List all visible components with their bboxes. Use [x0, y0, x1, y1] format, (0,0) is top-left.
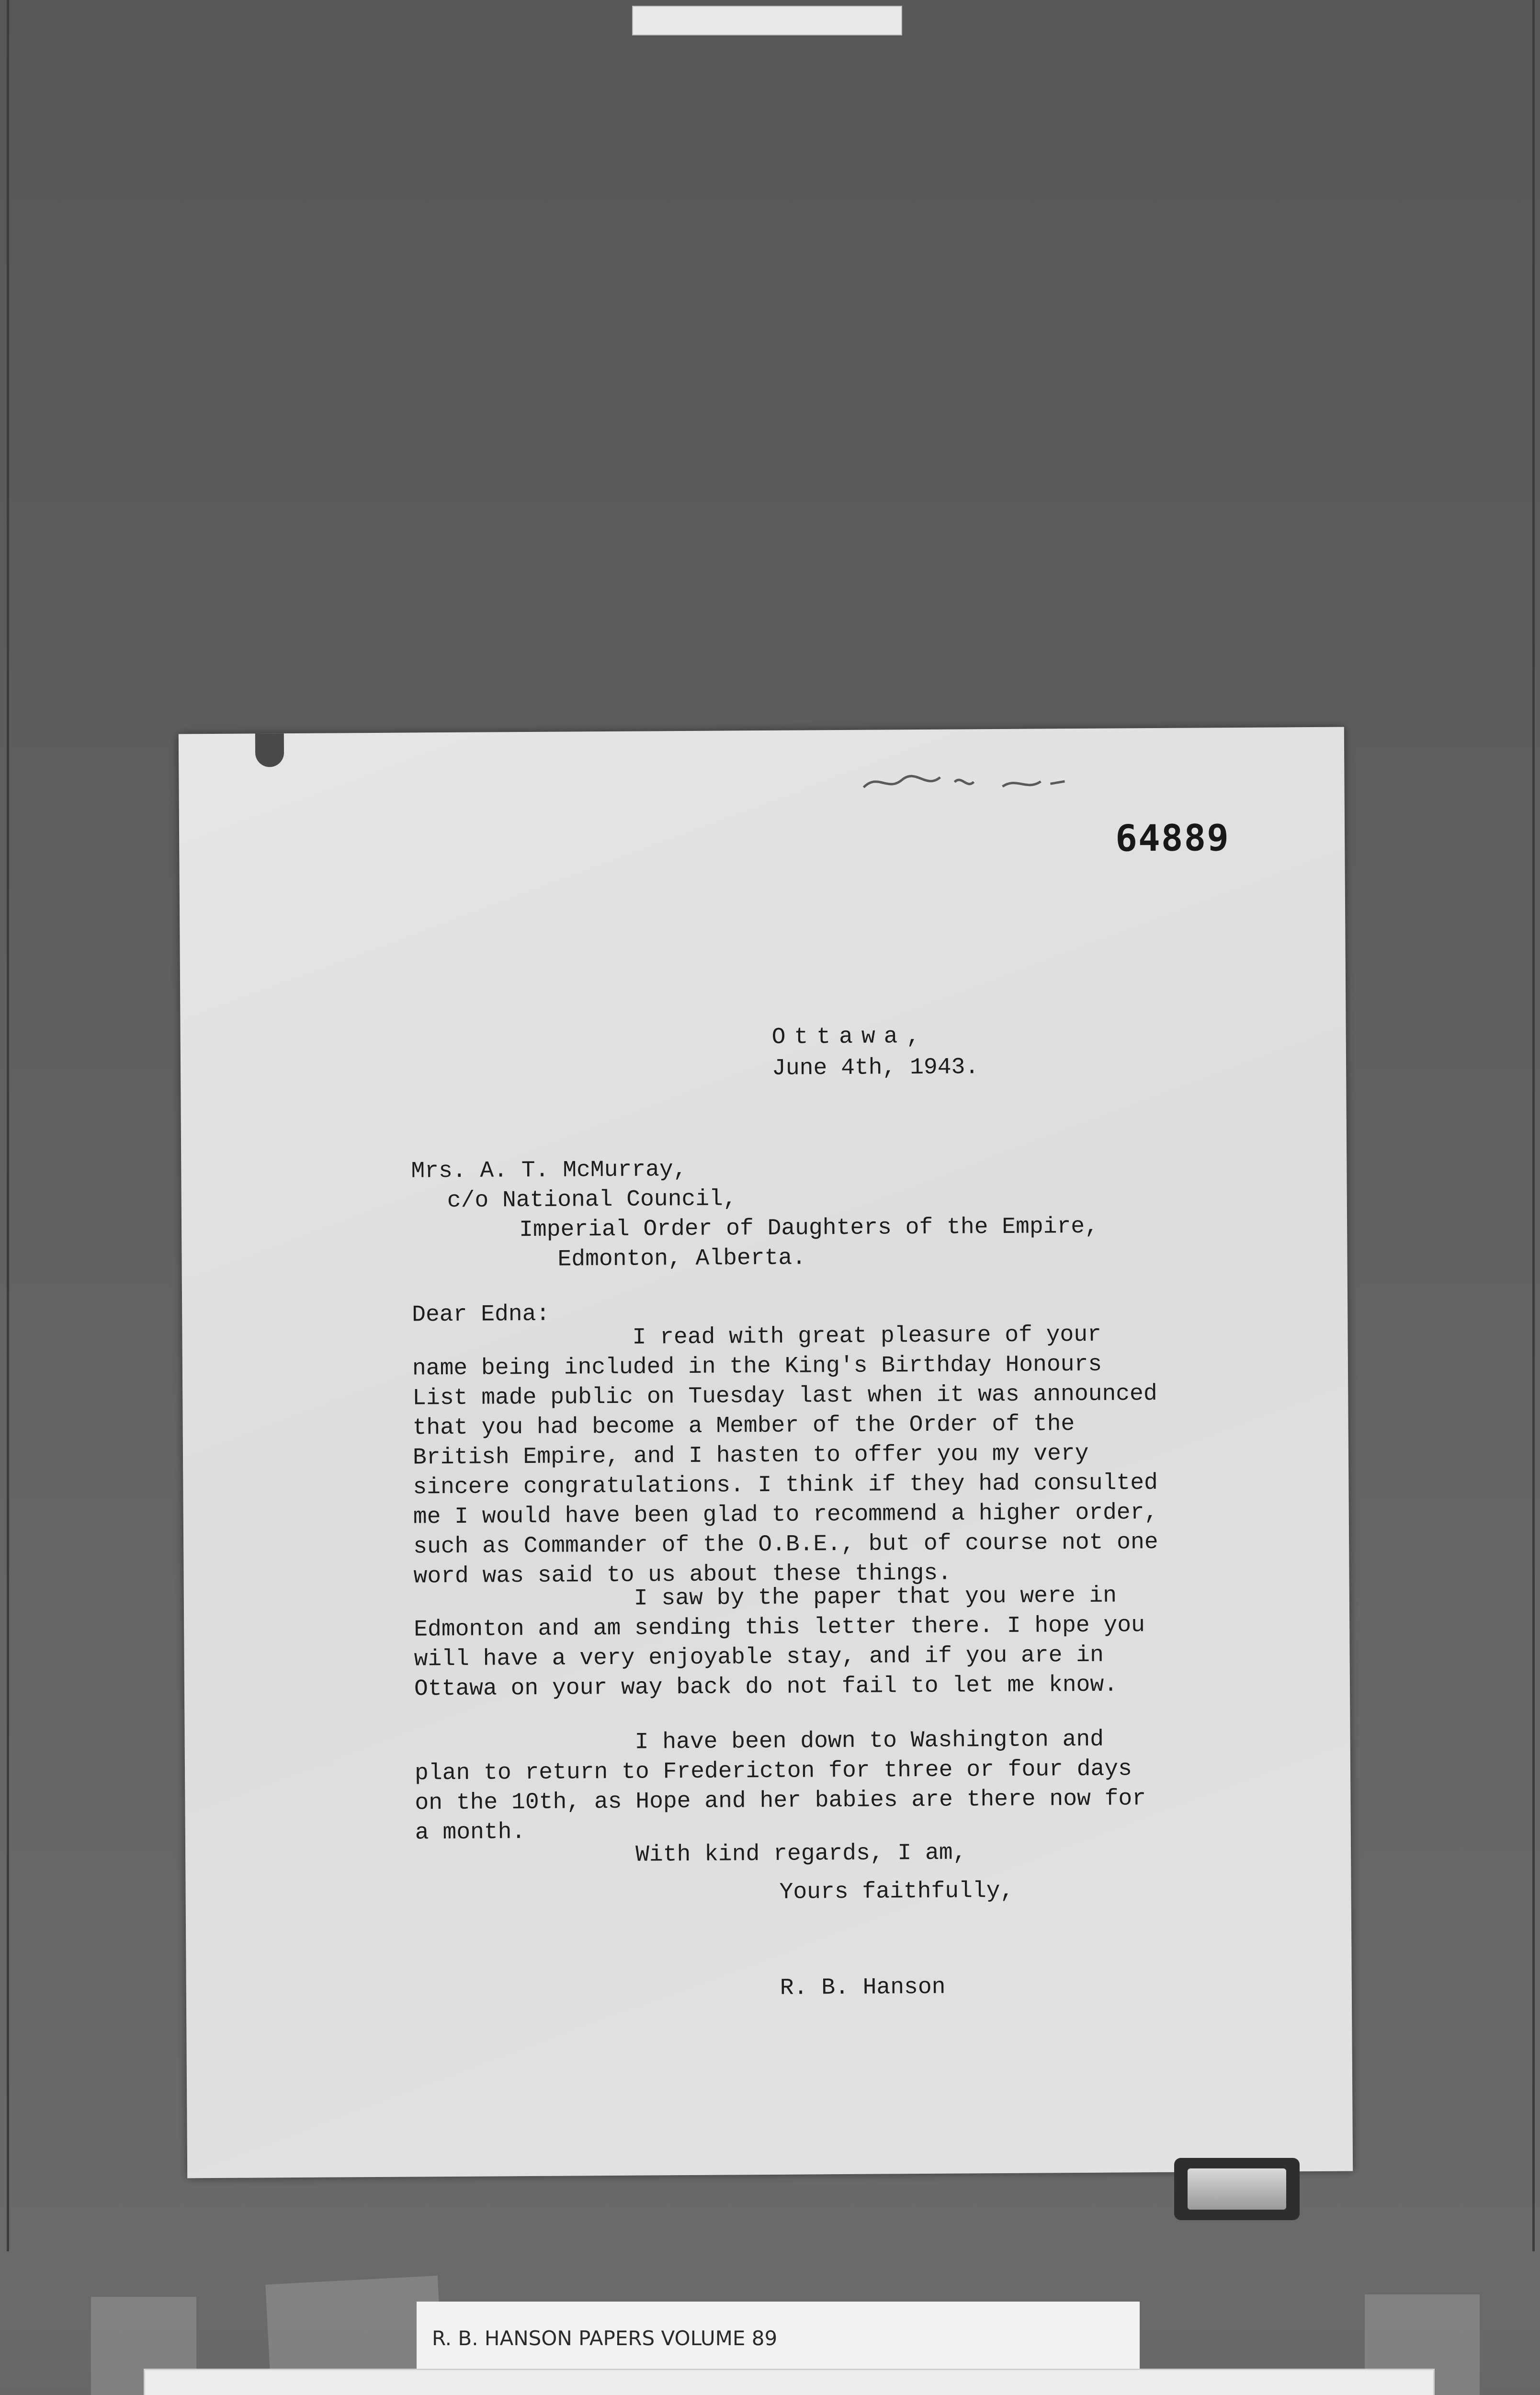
body-paragraph: I have been down to Washington and plan to return to Fredericton for three or four days on the 10th, as Hope and her babies are there now for a month.	[414, 1726, 1146, 1846]
body-paragraph: I read with great pleasure of your name being included in the King's Birthday Honours List made public on Tuesday last when it was announced that you had become a Member of the Order of the British Empire, and I hasten to offer you my very sincere congratulations. I think if they had consulted me I would have been glad to recommend a higher order, such as Commander of the O.B.E., but of course not one word was said to us about these things.	[412, 1322, 1158, 1590]
right-edge-line	[1532, 0, 1535, 2251]
signoff: Yours faithfully,	[779, 1878, 1014, 1905]
address-line: Imperial Order of Daughters of the Empire,	[519, 1213, 1099, 1243]
body-paragraph: I saw by the paper that you were in Edmonton and am sending this letter there. I hope you will have a very enjoyable stay, and if you are in Ottawa on your way back do not fail to let me know.	[414, 1583, 1145, 1702]
pencil-annotation	[859, 762, 1084, 802]
address-line: Edmonton, Alberta.	[557, 1245, 806, 1273]
reference-text: R. B. HANSON PAPERS VOLUME 89	[432, 2327, 778, 2350]
signature-name: R. B. Hanson	[780, 1974, 946, 2001]
address-line: c/o National Council,	[447, 1186, 737, 1214]
clip-plate	[1188, 2168, 1286, 2210]
address-line: Mrs. A. T. McMurray,	[411, 1156, 687, 1185]
mount-clip	[1174, 2158, 1300, 2220]
document-number: 64889	[1115, 816, 1230, 860]
letter-place: Ottawa,	[771, 1023, 929, 1050]
letter-date: June 4th, 1943.	[771, 1054, 979, 1082]
salutation: Dear Edna:	[412, 1301, 550, 1328]
left-edge-line	[7, 0, 9, 2251]
closing-line: With kind regards, I am,	[635, 1840, 967, 1868]
archive-label-card	[144, 2369, 1435, 2395]
page-notch	[255, 733, 284, 767]
letter-page	[179, 727, 1353, 2178]
top-mount-tab	[632, 6, 902, 35]
